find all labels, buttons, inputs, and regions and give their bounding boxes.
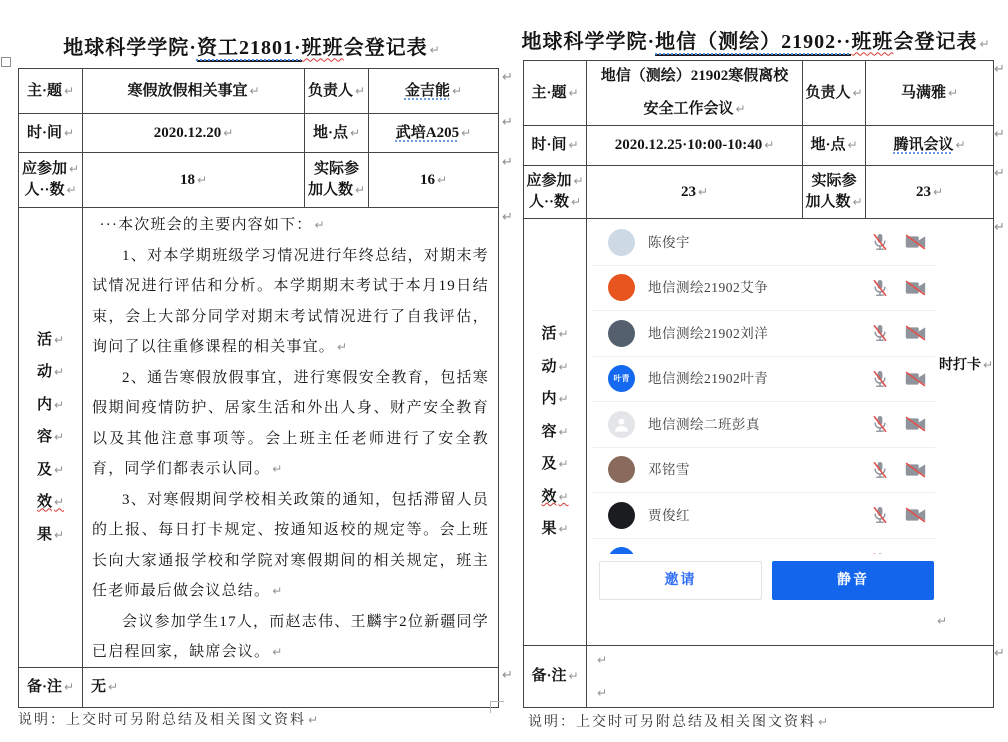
left-footer-note: 说明：上交时可另附总结及相关图文资料 ↵ — [18, 713, 321, 728]
row-end-mark: ↵ — [502, 668, 513, 683]
activity-label-char: 容 ↵ — [541, 423, 569, 440]
actual-label-line1: 实际参 — [811, 173, 857, 189]
activity-label-cell — [524, 219, 587, 646]
content-paragraph: 1、对本学期班级学习情况进行年终总结，对期末考试情况进行评估和分析。本学期期末考试于本月19日结束，会上大部分同学对期末考试情况进行了自我评估，询问了以往重修课程的相关事宜。 ↵ — [92, 247, 489, 355]
paragraph-mark: ↵ — [108, 680, 119, 694]
camera-off-icon[interactable] — [905, 417, 926, 432]
time-label-cell — [19, 114, 83, 153]
paragraph-mark: ↵ — [937, 614, 948, 628]
paragraph-mark: ↵ — [818, 715, 831, 729]
actual-label-cell — [305, 153, 369, 208]
subject-value: 寒假放假相关事宜 — [127, 82, 248, 99]
expected-label-cell — [19, 153, 83, 208]
content-paragraph: 2、通告寒假放假事宜，进行寒假安全教育，包括寒假期间疫情防护、居家生活和外出人身、财产安全教育以及其他注意事项等。会上班主任老师进行了安全教育，同学们都表示认同。 ↵ — [92, 369, 489, 477]
content-paragraph: ···本次班会的主要内容如下： ↵ — [99, 217, 326, 233]
title-text-suffix: 会登记表 — [343, 37, 428, 60]
camera-off-icon[interactable] — [905, 462, 926, 477]
right-footer-note: 说明：上交时可另附总结及相关图文资料 ↵ — [528, 715, 831, 730]
subject-line1: 地信（测绘）21902寒假离校 — [600, 68, 789, 84]
participant-name: 地信测绘21902艾争 — [648, 280, 769, 296]
row-end-mark: ↵ — [502, 155, 513, 170]
actual-label-line1: 实际参 — [313, 161, 359, 177]
paragraph-mark: ↵ — [63, 83, 75, 98]
activity-label-char: 效 ↵ — [36, 494, 65, 511]
lead-value-cell — [866, 61, 994, 126]
activity-label-char: 动 ↵ — [36, 364, 65, 381]
activity-label-char: 果 ↵ — [36, 526, 65, 543]
paragraph-mark: ↵ — [461, 125, 472, 140]
time-value-cell — [83, 114, 305, 153]
paragraph-mark: ↵ — [429, 43, 441, 58]
content-paragraph: 会议参加学生17人，而赵志伟、王麟宇2位新疆同学已启程回家，缺席会议。 ↵ — [92, 613, 489, 660]
row-end-mark: ↵ — [994, 646, 1005, 661]
title-wavy-text: 班班 — [301, 37, 344, 60]
paragraph-mark: ↵ — [223, 125, 234, 140]
avatar — [608, 502, 635, 529]
expected-value: 18 — [179, 171, 195, 188]
row-end-mark: ↵ — [502, 70, 513, 85]
participant-row[interactable] — [593, 447, 935, 493]
paragraph-mark: ↵ — [932, 184, 944, 199]
subject-label-cell — [524, 61, 587, 126]
actual-label-line2: 加人数 ↵ — [307, 182, 366, 198]
time-value-cell — [587, 126, 803, 166]
actual-value: 23 — [915, 183, 931, 200]
invite-button[interactable]: 邀请 — [599, 561, 762, 600]
expected-label-cell — [524, 166, 587, 219]
row-end-mark: ↵ — [994, 127, 1005, 142]
right-page-title — [504, 25, 1008, 54]
right-page — [504, 0, 1008, 742]
participant-row[interactable] — [593, 492, 935, 538]
title-class-blank: 地信（测绘）21902·· — [655, 31, 851, 56]
time-label: 时·间 — [531, 137, 567, 153]
activity-label-char: 活 ↵ — [36, 331, 65, 348]
mic-muted-icon[interactable] — [872, 414, 888, 434]
paragraph-mark: ↵ — [308, 713, 321, 727]
paragraph-mark: ↵ — [568, 669, 579, 683]
avatar — [608, 365, 635, 392]
mic-muted-icon[interactable] — [872, 460, 888, 480]
paragraph-mark: ↵ — [979, 37, 991, 52]
subject-label-cell — [19, 69, 83, 114]
time-value: 2020.12.25·10:00-10:40 — [614, 137, 763, 153]
mic-muted-icon[interactable] — [872, 369, 888, 389]
default-avatar-icon — [608, 411, 635, 438]
left-table — [18, 68, 499, 708]
paragraph-mark: ↵ — [764, 138, 775, 152]
camera-off-icon[interactable] — [905, 553, 926, 554]
participant-name: 陈俊宇 — [648, 234, 690, 250]
avatar — [608, 547, 635, 554]
paragraph-mark: ↵ — [697, 184, 709, 199]
expected-value: 23 — [680, 183, 696, 200]
lead-value: 金吉能 — [404, 82, 450, 99]
text-boundary-bracket — [490, 701, 504, 713]
avatar — [608, 456, 635, 483]
activity-label-char: 及 ↵ — [541, 456, 569, 473]
participant-row[interactable] — [593, 310, 935, 356]
activity-label-cell — [19, 208, 83, 668]
activity-label-char: 容 ↵ — [36, 429, 65, 446]
paragraph-mark: ↵ — [947, 85, 959, 100]
content-paragraph: 3、对寒假期间学校相关政策的通知，包括滞留人员的上报、每日打卡规定、按通知返校的规定等。会上班长向大家通报学校和学院对寒假期间的相关规定，班主任老师最后做会议总结。 ↵ — [92, 491, 489, 599]
avatar-initials: 叶青 — [613, 374, 630, 384]
participant-name: 邓铭雪 — [648, 462, 690, 478]
paragraph-mark: ↵ — [63, 125, 75, 140]
paragraph-mark: ↵ — [955, 138, 966, 152]
actual-label-cell — [803, 166, 866, 219]
participant-name: 贾俊红 — [648, 507, 690, 523]
actual-value: 16 — [419, 171, 435, 188]
activity-content-cell — [83, 208, 499, 668]
lead-label: 负责人 — [805, 84, 851, 101]
place-value-cell — [866, 126, 994, 166]
activity-content-cell — [587, 219, 994, 646]
expected-label-line1: 应参加 ↵ — [526, 173, 584, 189]
lead-value: 马满雅 — [900, 84, 946, 101]
activity-label-char: 果 ↵ — [541, 521, 569, 538]
lead-value-cell — [369, 69, 499, 114]
tencent-meeting-screenshot — [593, 220, 935, 616]
subject-label: 主·题 — [26, 82, 62, 99]
title-text-suffix: 会登记表 — [893, 31, 978, 54]
paragraph-mark: ↵ — [249, 83, 260, 98]
paragraph-mark: ↵ — [451, 83, 463, 98]
right-table — [523, 60, 994, 708]
paragraph-mark: ↵ — [597, 652, 608, 667]
paragraph-mark: ↵ — [597, 685, 608, 700]
lead-label-cell — [305, 69, 369, 114]
row-end-mark: ↵ — [994, 220, 1005, 235]
participant-row[interactable] — [593, 356, 935, 402]
place-label: 地·点 — [810, 137, 846, 153]
paragraph-mark: ↵ — [852, 85, 863, 100]
title-text: 地球科学学院· — [521, 31, 656, 54]
overflow-text: 时打卡 ↵ — [939, 358, 994, 373]
activity-label-char: 效 ↵ — [541, 488, 569, 505]
activity-label-char: 内 ↵ — [541, 391, 569, 408]
participant-name: 地信测绘21902叶青 — [648, 371, 769, 387]
remark-value: 无 — [91, 679, 107, 695]
camera-off-icon[interactable] — [905, 508, 926, 523]
remark-value-cell — [587, 646, 994, 708]
mic-muted-icon[interactable] — [872, 278, 888, 298]
camera-off-icon[interactable] — [905, 326, 926, 341]
title-class-blank: 资工21801· — [197, 37, 302, 62]
paragraph-mark: ↵ — [568, 138, 579, 152]
participant-row[interactable] — [593, 265, 935, 311]
participant-row[interactable] — [593, 401, 935, 447]
remark-label: 备·注 — [531, 668, 567, 684]
activity-label-char: 及 ↵ — [36, 461, 65, 478]
paragraph-mark: ↵ — [847, 138, 858, 152]
subject-value-cell — [83, 69, 305, 114]
remark-label-cell — [524, 646, 587, 708]
remark-label: 备·注 — [26, 679, 62, 695]
activity-label-char: 动 ↵ — [541, 358, 569, 375]
row-end-mark: ↵ — [994, 62, 1005, 77]
paragraph-mark: ↵ — [568, 85, 579, 100]
row-end-mark: ↵ — [502, 115, 513, 130]
actual-value-cell — [369, 153, 499, 208]
row-end-mark: ↵ — [994, 166, 1005, 181]
row-end-mark: ↵ — [502, 210, 513, 225]
time-label: 时·间 — [26, 124, 62, 141]
place-label: 地·点 — [312, 124, 348, 141]
expected-value-cell — [587, 166, 803, 219]
avatar — [608, 274, 635, 301]
expected-label-line2: 人··数 ↵ — [24, 182, 77, 198]
place-label-cell — [305, 114, 369, 153]
actual-value-cell — [866, 166, 994, 219]
paragraph-mark: ↵ — [354, 83, 366, 98]
title-text: 地球科学学院· — [63, 37, 197, 60]
mic-muted-icon[interactable] — [872, 551, 888, 554]
actual-label-line2: 加人数 ↵ — [805, 194, 863, 210]
mic-muted-icon[interactable] — [872, 505, 888, 525]
paragraph-mark: ↵ — [196, 172, 208, 187]
subject-label: 主·题 — [531, 84, 567, 101]
table-anchor-icon — [1, 57, 11, 67]
activity-label-char: 活 ↵ — [541, 326, 569, 343]
participant-name: 地信测绘21902刘洋 — [648, 325, 769, 341]
title-wavy-text: 班班 — [851, 31, 894, 54]
camera-off-icon[interactable] — [905, 235, 926, 250]
participant-list — [593, 220, 935, 554]
avatar — [608, 229, 635, 256]
expected-value-cell — [83, 153, 305, 208]
expected-label-line2: 人··数 ↵ — [528, 194, 582, 210]
paragraph-mark: ↵ — [349, 125, 361, 140]
place-label-cell — [803, 126, 866, 166]
participant-row-partial[interactable] — [593, 538, 935, 555]
mute-button[interactable]: 静音 — [772, 561, 934, 600]
lead-label-cell — [803, 61, 866, 126]
place-value: 武培A205 — [395, 124, 460, 141]
subject-line2: 安全工作会议 ↵ — [643, 101, 746, 117]
place-value-cell — [369, 114, 499, 153]
time-value: 2020.12.20 — [153, 124, 222, 141]
camera-off-icon[interactable] — [905, 371, 926, 386]
participant-name: 地信测绘二班彭真 — [648, 416, 760, 432]
paragraph-mark: ↵ — [436, 172, 448, 187]
expected-label-line1: 应参加 ↵ — [21, 161, 80, 177]
left-page-title — [0, 31, 504, 60]
activity-label-char: 内 ↵ — [36, 396, 65, 413]
time-label-cell — [524, 126, 587, 166]
place-value: 腾讯会议 — [893, 137, 954, 153]
participant-row[interactable] — [593, 220, 935, 265]
mic-muted-icon[interactable] — [872, 232, 888, 252]
mic-muted-icon[interactable] — [872, 323, 888, 343]
subject-value-cell — [587, 61, 803, 126]
avatar — [608, 320, 635, 347]
lead-label: 负责人 — [307, 82, 353, 99]
camera-off-icon[interactable] — [905, 280, 926, 295]
remark-label-cell — [19, 668, 83, 708]
paragraph-mark: ↵ — [63, 680, 75, 694]
remark-value-cell — [83, 668, 499, 708]
